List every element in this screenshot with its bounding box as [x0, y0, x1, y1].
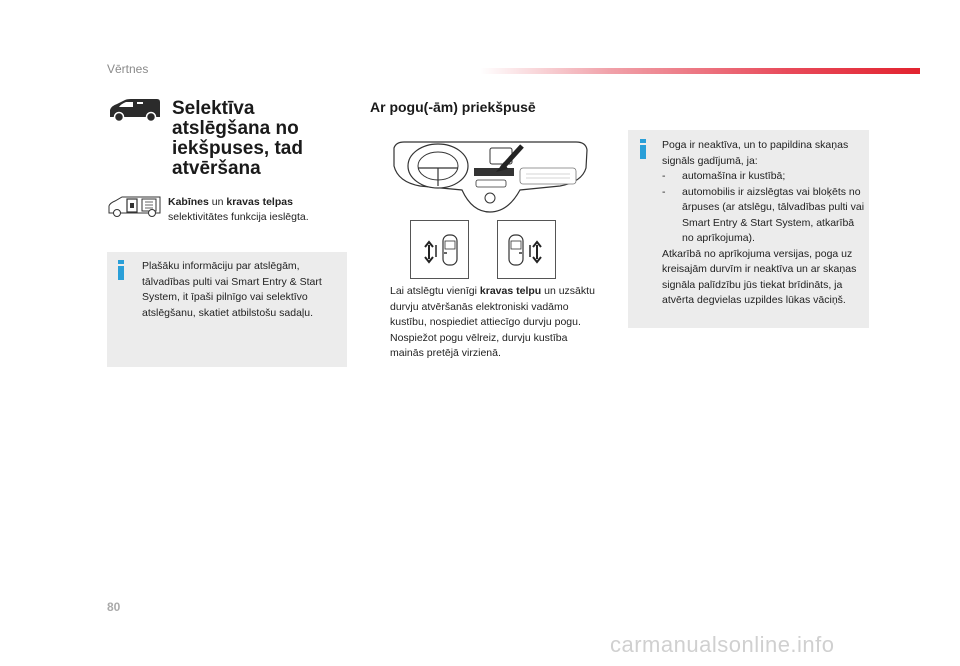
van-icon: [107, 98, 161, 129]
list-item: - automobilis ir aizslēgtas vai bloķēts no ārpuses (ar atslēgu, tālvadības pulti vai Smart Entry & Start System, atkarībā no aprīkojuma).: [662, 185, 865, 244]
page-number: 80: [107, 600, 121, 614]
selectivity-note: Kabīnes un kravas telpas selektivitātes funkcija ieslēgta.: [168, 196, 309, 223]
sliding-door-right-button-icon: [497, 220, 556, 279]
sliding-door-left-button-icon: [410, 220, 469, 279]
list-item: - automašīna ir kustībā;: [662, 170, 786, 182]
info-keys-text: Plašāku informāciju par atslēgām, tālvadības pulti vai Smart Entry & Start System, it īpaši pilnīgo vai selektīvo atslēgšanu, skatiet atbilstošu sadaļu.: [142, 260, 322, 319]
instruction-item: Lai atslēgtu vienīgi kravas telpu un uzsāktu durvju atvēršanās elektroniski vadāmo kustību, nospiediet attiecīgo durvju pogu.: [390, 285, 595, 328]
dashboard-illustration: [390, 138, 590, 221]
info-icon: [640, 139, 646, 159]
section-subtitle: Ar pogu(-ām) priekšpusē: [370, 99, 536, 115]
instruction-list: [370, 284, 600, 362]
info-inactive-text: Poga ir neaktīva, un to papildina skaņas signāls gadījumā, ja: - automašīna ir kustībā; - automobilis ir aizslēgtas vai bloķēts no ārpuses (ar atslēgu, tālvadības pulti vai Smart Entry & Start System, atkarībā no aprīkojuma). Atkarībā no aprīkojuma versijas, poga uz kreisajām durvīm ir neaktīva un ar skaņas signāla palīdzību jūs tiekat brīdināts, ja atvērta degvielas uzpildes lūkas vāciņš.: [662, 138, 867, 309]
van-sliding-door-icon: [107, 195, 163, 224]
instruction-item: Nospiežot pogu vēlreiz, durvju kustība mainās pretējā virzienā.: [390, 331, 568, 359]
watermark: carmanualsonline.info: [610, 632, 835, 657]
info-icon: [118, 260, 124, 280]
main-title: Selektīva atslēgšana no iekšpuses, tad atvēršana: [172, 98, 303, 179]
section-label: Vērtnes: [107, 62, 149, 76]
header-accent-bar: [480, 68, 920, 74]
